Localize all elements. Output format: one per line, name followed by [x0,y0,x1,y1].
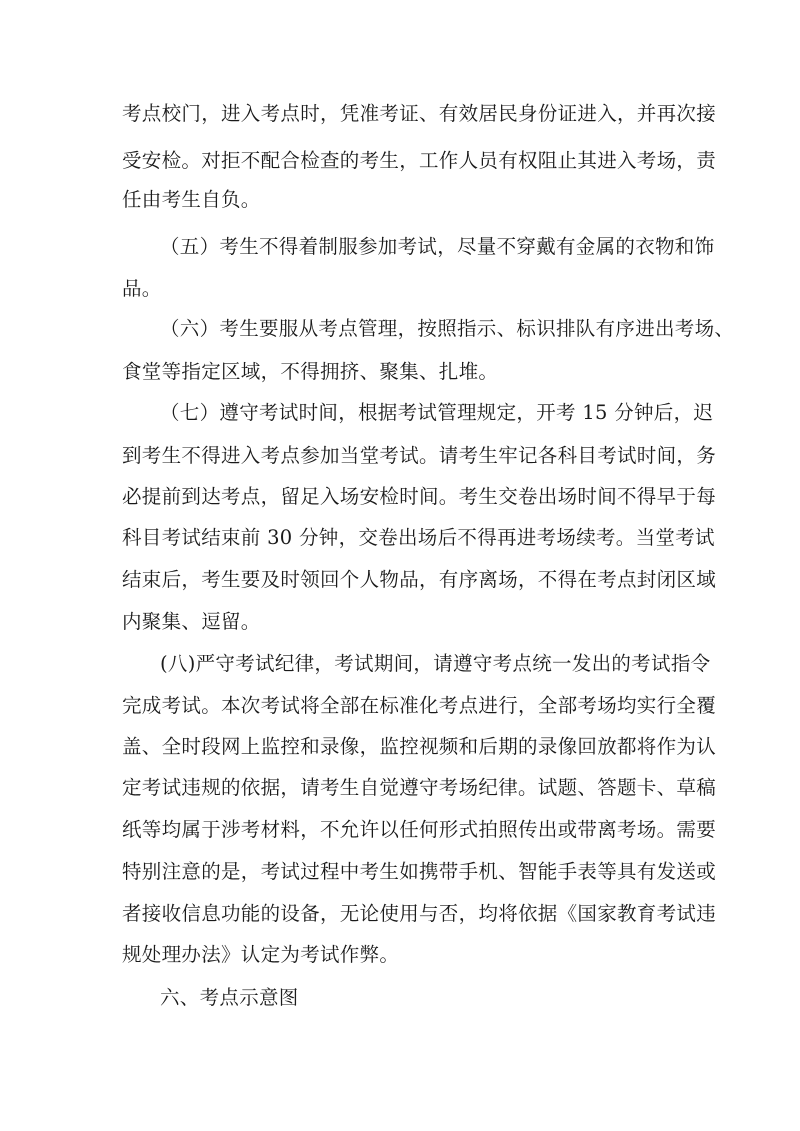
paragraph-line: 定考试违规的依据，请考生自觉遵守考场纪律。试题、答题卡、草稿 [122,776,717,799]
paragraph-line: 规处理办法》认定为考试作弊。 [122,943,400,966]
paragraph-line: 品。 [122,277,162,300]
paragraph-line: 食堂等指定区域，不得拥挤、聚集、扎堆。 [122,360,499,383]
section-heading: 六、考点示意图 [160,986,299,1009]
paragraph-line: 盖、全时段网上监控和录像，监控视频和后期的录像回放都将作为认 [122,735,717,758]
paragraph-line: （七）遵守考试时间，根据考试管理规定，开考 15 分钟后，迟 [160,401,714,424]
paragraph-line: 纸等均属于涉考材料，不允许以任何形式拍照传出或带离考场。需要 [122,818,717,841]
paragraph-line: 到考生不得进入考点参加当堂考试。请考生牢记各科目考试时间，务 [122,444,717,467]
paragraph-line: 任由考生自负。 [122,188,261,211]
paragraph-line: 结束后，考生要及时领回个人物品，有序离场，不得在考点封闭区域 [122,568,717,591]
paragraph-line: 特别注意的是，考试过程中考生如携带手机、智能手表等具有发送或 [122,860,717,883]
paragraph-line: 者接收信息功能的设备，无论使用与否，均将依据《国家教育考试违 [122,902,717,925]
paragraph-line: （六）考生要服从考点管理，按照指示、标识排队有序进出考场、 [160,317,735,340]
paragraph-line: 受安检。对拒不配合检查的考生，工作人员有权阻止其进入考场，责 [122,149,717,172]
paragraph-line: 内聚集、逗留。 [122,610,261,633]
paragraph-line: （五）考生不得着制服参加考试，尽量不穿戴有金属的衣物和饰 [160,235,715,258]
paragraph-line: (八)严守考试纪律，考试期间，请遵守考点统一发出的考试指令 [160,652,711,675]
paragraph-line: 完成考试。本次考试将全部在标准化考点进行，全部考场均实行全覆 [122,694,717,717]
paragraph-line: 考点校门，进入考点时，凭准考证、有效居民身份证进入，并再次接 [122,102,717,125]
paragraph-line: 必提前到达考点，留足入场安检时间。考生交卷出场时间不得早于每 [122,485,717,508]
paragraph-line: 科目考试结束前 30 分钟，交卷出场后不得再进考场续考。当堂考试 [122,526,715,549]
